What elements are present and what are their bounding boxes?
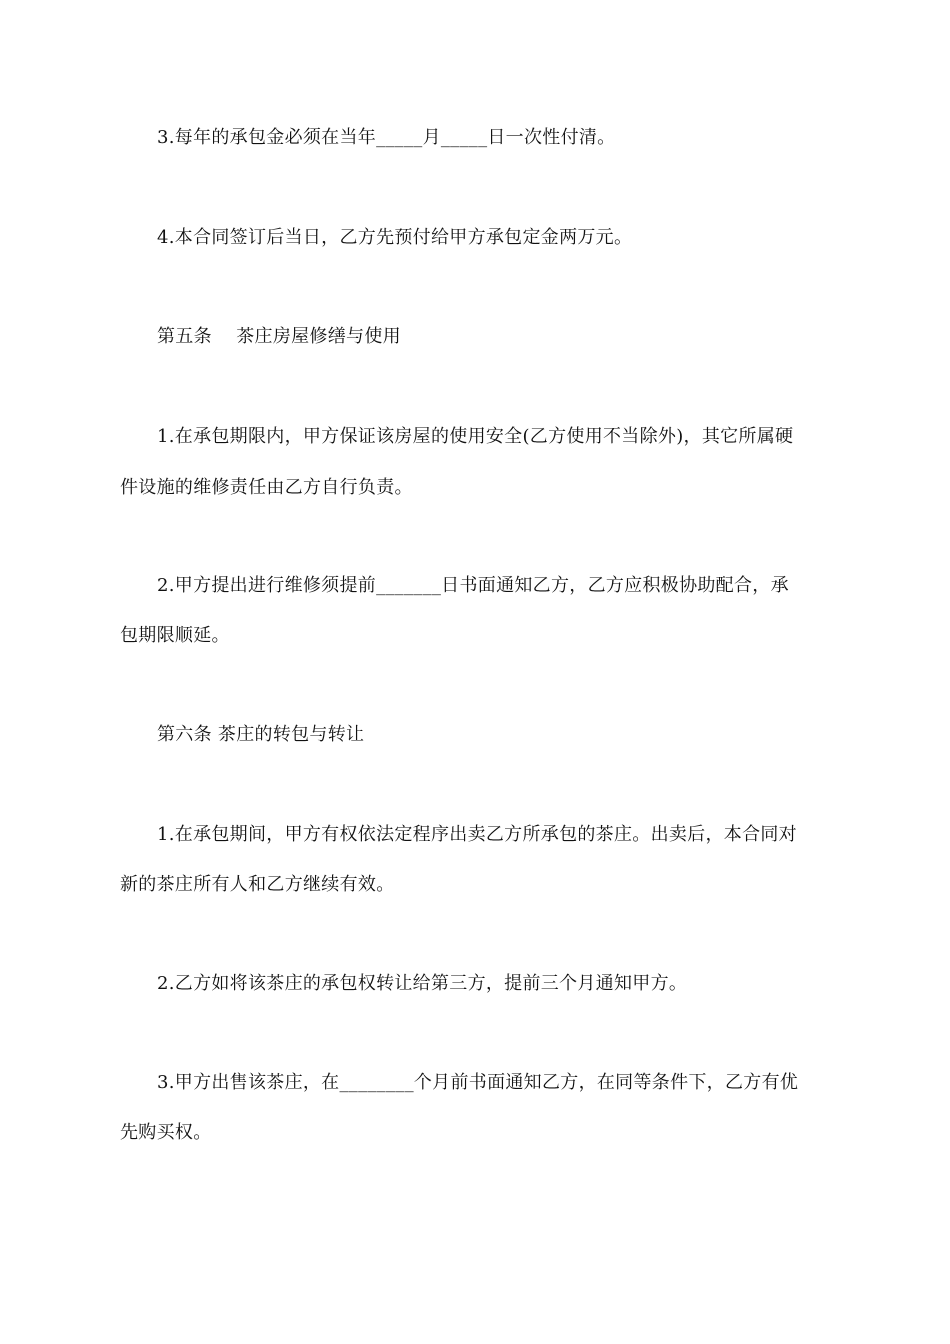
article-5-item-1-line-1: 1.在承包期限内，甲方保证该房屋的使用安全(乙方使用不当除外)，其它所属硬 xyxy=(157,426,794,447)
clause-4-item-4: 4.本合同签订后当日，乙方先预付给甲方承包定金两万元。 xyxy=(157,227,633,248)
article-5-item-1-line-2: 件设施的维修责任由乙方自行负责。 xyxy=(120,477,413,498)
article-6-item-1-line-2: 新的茶庄所有人和乙方继续有效。 xyxy=(120,874,395,895)
article-6-heading: 第六条 茶庄的转包与转让 xyxy=(157,724,365,745)
article-5-item-2-line-2: 包期限顺延。 xyxy=(120,625,230,646)
article-5-item-2-line-1: 2.甲方提出进行维修须提前_______日书面通知乙方，乙方应积极协助配合，承 xyxy=(157,575,789,596)
clause-4-item-3: 3.每年的承包金必须在当年_____月_____日一次性付清。 xyxy=(157,127,616,148)
article-5-heading: 第五条 茶庄房屋修缮与使用 xyxy=(157,326,401,347)
article-6-item-3-line-1: 3.甲方出售该茶庄，在________个月前书面通知乙方，在同等条件下，乙方有优 xyxy=(157,1072,799,1093)
article-6-item-1-line-1: 1.在承包期间，甲方有权依法定程序出卖乙方所承包的茶庄。出卖后，本合同对 xyxy=(157,824,797,845)
article-6-item-3-line-2: 先购买权。 xyxy=(120,1122,212,1143)
article-6-item-2: 2.乙方如将该茶庄的承包权转让给第三方，提前三个月通知甲方。 xyxy=(157,973,688,994)
